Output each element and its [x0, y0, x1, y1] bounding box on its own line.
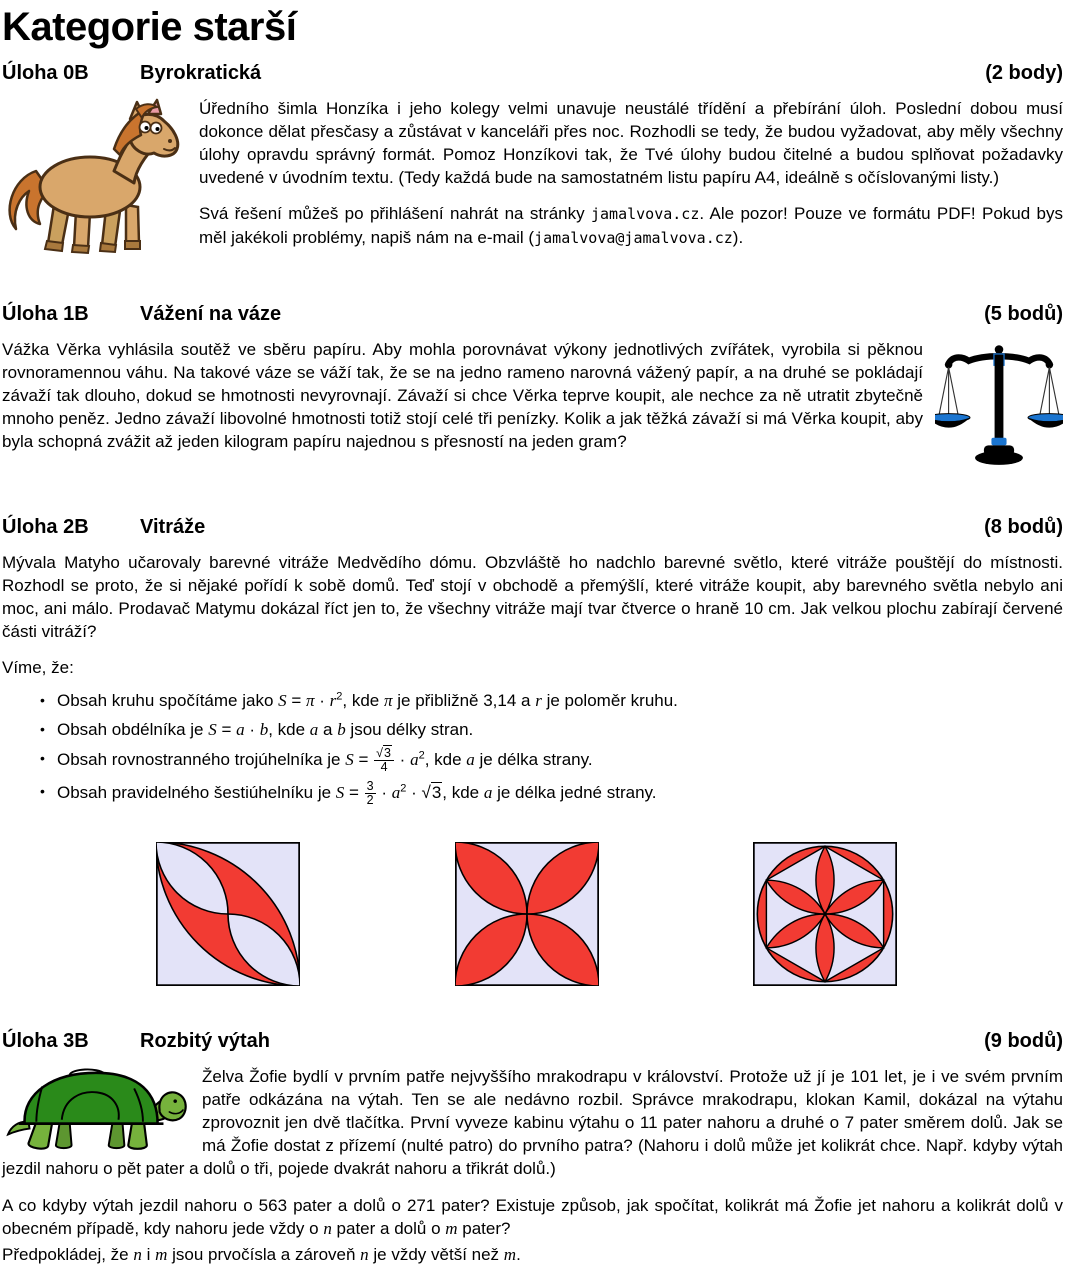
problem-title: Byrokratická [140, 62, 262, 84]
paragraph: Úředního šimla Honzíka i jeho kolegy velmi unavuje neustálé třídění a přebírání úloh. Poslední dobou musí dokonce dělat přesčasy a zůstávat v kanceláři přes noc. Rozhodli se tedy, že budou vyžadovat, aby měly všechny úlohy opravdu správný formát. Pomoz Honzíkovi tak, že Tvé úlohy budou čitelné a budou splňovat požadavky uvedené v úvodním textu. (Tedy každá bude na samostatném listu papíru A4, ideálně s očíslovanými listy.) [199, 99, 1063, 187]
formula-list [2, 689, 1063, 808]
paragraph: Želva Žofie bydlí v prvním patře nejvyššího mrakodrapu v království. Protože už jí je 101 let, je i ve svém prvním patře odkázána na výtah. Ten se ale nedávno rozbil. Správce mrakodrapu, klokan Kamil, dokázal na výtahu zprovoznit jen dvě tlačítka. První vyveze kabinu výtahu o 11 pater nahoru a druhé o 7 pater směrem dolů. Jak se má Žofie dostat z přízemí (nulté patro) do prvního patra? (Nahoru i dolů může jet kolikrát chce. Např. kdyby výtah jezdil nahoru o pět pater a dolů o tři, pojede dvakrát nahoru a třikrát dolů.) [2, 1066, 1063, 1178]
problem-1b [2, 301, 1063, 472]
turtle-icon [2, 1065, 190, 1153]
balance-scale-illustration [935, 342, 1063, 468]
vitraz-1-figure [156, 842, 300, 986]
horse-icon [2, 97, 182, 255]
paragraph: Vážka Věrka vyhlásila soutěž ve sběru papíru. Aby mohla porovnávat výkony jednotlivých zvířátek, vyrobila si pěknou rovnoramennou váhu. Na takové váze se váží tak, že se na jedno rameno narovná vážený papír, a na druhé se pokládají závaží tak dlouho, dokud se hmotnosti nevyrovnají. Závaží si chce Věrka teprve koupit, ale nechce za ně utratit zbytečně mnoho peněz. Jedno závaží libovolné hmotnosti totiž stojí celé tři penízky. Kolik a jak těžká závaží si má Věrka koupit, aby byla schopná zvážit až jeden kilogram papíru najednou s přesností na jeden gram? [2, 340, 923, 451]
balance-scale-icon [935, 342, 1063, 468]
problem-2b [2, 514, 1063, 986]
problem-points: (5 bodů) [984, 303, 1063, 325]
paragraph: Mývala Matyho učarovaly barevné vitráže Medvědího dómu. Obzvláště ho nadchlo barevné světlo, které vitráže pouštějí do místnosti. Rozhodl se proto, že si nějaké pořídí k sobě domů. Teď stojí v obchodě a přemýšlí, které vitráže koupit, aby barevného světla nebylo ani moc, ani málo. Prodavač Matymu dokázal říct jen to, že všechny vitráže mají tvar čtverce o hraně 10 cm. Jak velkou plochu zabírají červené části vitráží? [2, 553, 1063, 641]
page-title: Kategorie starší [2, 5, 297, 49]
vitraz-3-figure [753, 842, 897, 986]
problem-3b [2, 1028, 1063, 1266]
problem-title: Vitráže [140, 516, 206, 538]
problem-0b-heading [2, 60, 1063, 86]
vitraz-rosette-icon [753, 842, 897, 986]
paragraph: Svá řešení můžeš po přihlášení nahrát na stránky jamalvova.cz. Ale pozor! Pouze ve formátu PDF! Pokud bys měl jakékoli problémy, napiš nám na e-mail (jamalvova@jamalvova.cz). [199, 204, 1063, 247]
paragraph: A co kdyby výtah jezdil nahoru o 563 pater a dolů o 271 pater? Existuje způsob, jak spočítat, kolikrát má Žofie jet nahoru a kolikrát dolů v obecném případě, kdy nahoru jede vždy o n pater a dolů o m pater? [2, 1195, 1063, 1238]
problem-0b [2, 60, 1063, 259]
problem-points: (9 bodů) [984, 1029, 1063, 1052]
horse-cartoon-illustration [2, 97, 182, 255]
vitraz-four-petals-icon [455, 842, 599, 986]
list-item: • Obsah kruhu spočítáme jako $S = \pi \cdot r^2$, kde π je přibližně 3,14 a r je poloměr kruhu. [40, 689, 1063, 712]
problem-2b-heading [2, 514, 1063, 540]
paragraph: Předpokládej, že n i m jsou prvočísla a zároveň n je vždy větší než m. [2, 1244, 521, 1264]
problem-1b-body [2, 338, 1063, 472]
problem-title: Vážení na váze [140, 303, 282, 325]
problem-3b-heading [2, 1028, 1063, 1054]
list-item: • Obsah obdélníka je S = a · b, kde a a b jsou délky stran. [40, 718, 1063, 741]
list-item: • Obsah rovnostranného trojúhelníka je S = $\frac{√3}{4}$ · $a^2$, kde a je délka strany. [40, 747, 1063, 774]
vitraz-figures [2, 842, 1063, 986]
problem-title: Rozbitý výtah [140, 1029, 271, 1052]
list-item: • Obsah pravidelného šestiúhelníku je S = $\frac{3}{2}$ · $a^2 \cdot √3$, kde a je délka jedné strany. [40, 780, 1063, 807]
vitraz-diagonal-leaves-icon [156, 842, 300, 986]
problem-3b-body [2, 1065, 1063, 1180]
problem-2b-body [2, 551, 1063, 986]
problem-id: Úloha 3B [2, 1029, 89, 1052]
problem-id: Úloha 0B [2, 62, 89, 84]
vitraz-2-figure [455, 842, 599, 986]
problem-id: Úloha 2B [2, 516, 89, 538]
problem-id: Úloha 1B [2, 303, 89, 325]
problem-points: (8 bodů) [984, 516, 1063, 538]
problem-points: (2 body) [985, 62, 1063, 84]
paragraph: Víme, že: [2, 658, 74, 677]
problem-1b-heading [2, 301, 1063, 327]
problem-0b-body [2, 97, 1063, 259]
turtle-cartoon-illustration [2, 1065, 190, 1153]
